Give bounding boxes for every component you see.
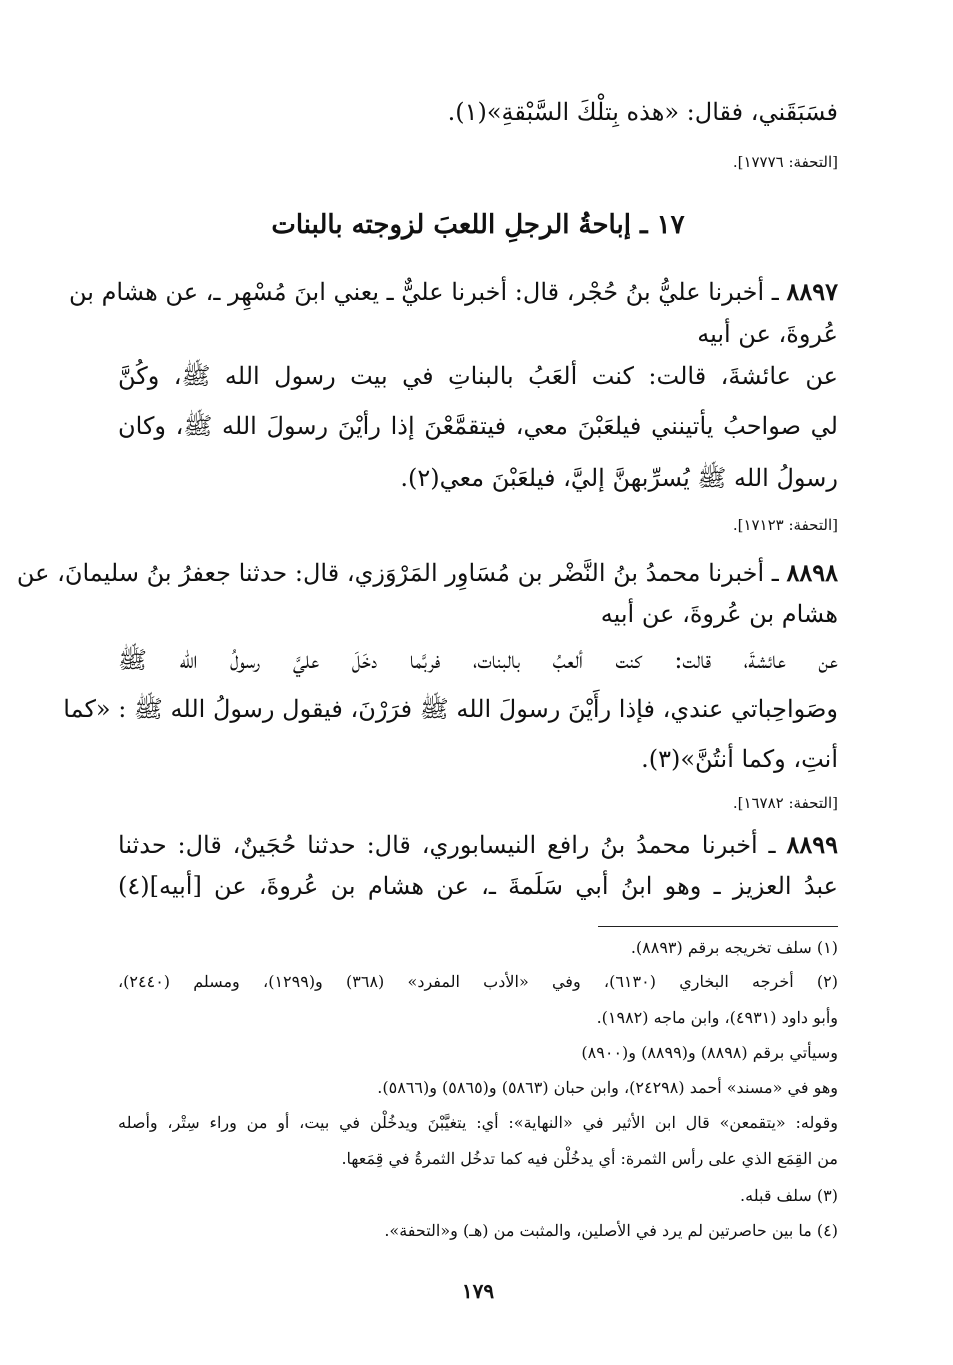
footnote: (١) سلف تخريجه برقم (٨٨٩٣). (630, 938, 838, 957)
footnote: من القِمَع الذي على رأس الثمرة: أي يدخُلْن فيه كما تدخُل الثمرةُ في قِمَعها. (341, 1149, 838, 1168)
page-number: ١٧٩ (461, 1279, 495, 1303)
text-line: لي صواحبُ يأتينني فيلعَبْنَ معي، فيتقمَّعْنَ إذا رأيْنَ رسولَ الله ﷺ، وكان (118, 412, 838, 440)
text-line: عُروةَ، عن أبيه (697, 320, 838, 348)
footnote: (٤) ما بين حاصرتين لم يرد في الأصلين، والمثبت من (هـ) و«التحفة». (384, 1221, 838, 1240)
document-page (16, 0, 838, 1365)
hadith-8898-line (16, 558, 838, 587)
text-line: هشام بن عُروةَ، عن أبيه (600, 600, 838, 628)
footnote: (٢) أخرجه البخاري (٦١٣٠)، وفي «الأدب المفرد» (٣٦٨) و(١٢٩٩)، ومسلم (٢٤٤٠)، (118, 972, 838, 991)
hadith-number: ٨٨٩٩ (786, 830, 838, 859)
hadith-number: ٨٨٩٧ (786, 277, 838, 306)
hadith-8897-line (68, 277, 838, 306)
footnote: وهو في «مسند» أحمد (٢٤٢٩٨)، وابن حبان (٥٨٦٣) و(٥٨٦٥) و(٥٨٦٦). (377, 1078, 838, 1097)
footnote-separator (598, 926, 838, 927)
text-line: عبدُ العزيز ـ وهو ابنُ أبي سَلَمةَ ـ، عن هشام بن عُروةَ، عن [أبيه](٤) (118, 872, 838, 900)
text-line: عن عائشةَ، قالت: كنت ألعبُ بالبنات، فربَّما دخَلَ عليَّ رسولُ الله ﷺ (118, 646, 838, 674)
hadith-isnad: ـ أخبرنا محمدُ بنُ النَّضْر بن مُسَاوِر المَرْوَزي، قال: حدثنا جعفرُ بنُ سليمانَ، عن (16, 559, 787, 587)
footnote: وقوله: «يتقمعن» قال ابن الأثير في «النهاية»: أي: يتغيَّبْنَ ويدخُلْن في بيت، أو من وراء سِتْر، وأصله (118, 1113, 838, 1132)
tuhfa-reference: [التحفة: ١٧٧٧٦]. (732, 153, 838, 171)
hadith-number: ٨٨٩٨ (786, 558, 838, 587)
text-line: وصَواحِباتي عندي، فإذا رأَيْنَ رسولَ الله ﷺ فرَرْنَ، فيقول رسولُ الله ﷺ : «كما (63, 695, 838, 723)
text-line: أنتِ، وكما أنتُنَّ»(٣). (641, 745, 838, 773)
footnote: وأبو داود (٤٩٣١)، وابن ماجه (١٩٨٢). (596, 1008, 838, 1027)
text-line: رسولُ الله ﷺ يُسرِّبهنَّ إليَّ، فيلعَبْنَ معي(٢). (400, 464, 838, 492)
text-line: فسَبَقَني، فقال: «هذه بِتلْكَ السَّبْقةِ»(١). (447, 98, 838, 126)
footnote: (٣) سلف قبله. (740, 1186, 838, 1205)
hadith-isnad: ـ أخبرنا محمدُ بنُ رافع النيسابوري، قال: حدثنا حُجَينٌ، قال: حدثنا (118, 831, 787, 859)
tuhfa-reference: [التحفة: ١٦٧٨٢]. (732, 794, 838, 812)
footnote: وسيأتي برقم (٨٨٩٨) و(٨٨٩٩) و(٨٩٠٠) (581, 1043, 838, 1062)
hadith-8899-line (118, 830, 838, 859)
chapter-title: ١٧ ـ إباحةُ الرجلِ اللعبَ لزوجته بالبنات (271, 210, 685, 240)
text-line: عن عائشةَ، قالت: كنت ألعَبُ بالبناتِ في بيت رسول الله ﷺ، وكُنَّ (118, 362, 838, 390)
tuhfa-reference: [التحفة: ١٧١٢٣]. (732, 516, 838, 534)
hadith-isnad: ـ أخبرنا عليُّ بنُ حُجْر، قال: أخبرنا عليٌّ ـ يعني ابنَ مُسْهِر ـ، عن هشام بن (68, 278, 787, 306)
